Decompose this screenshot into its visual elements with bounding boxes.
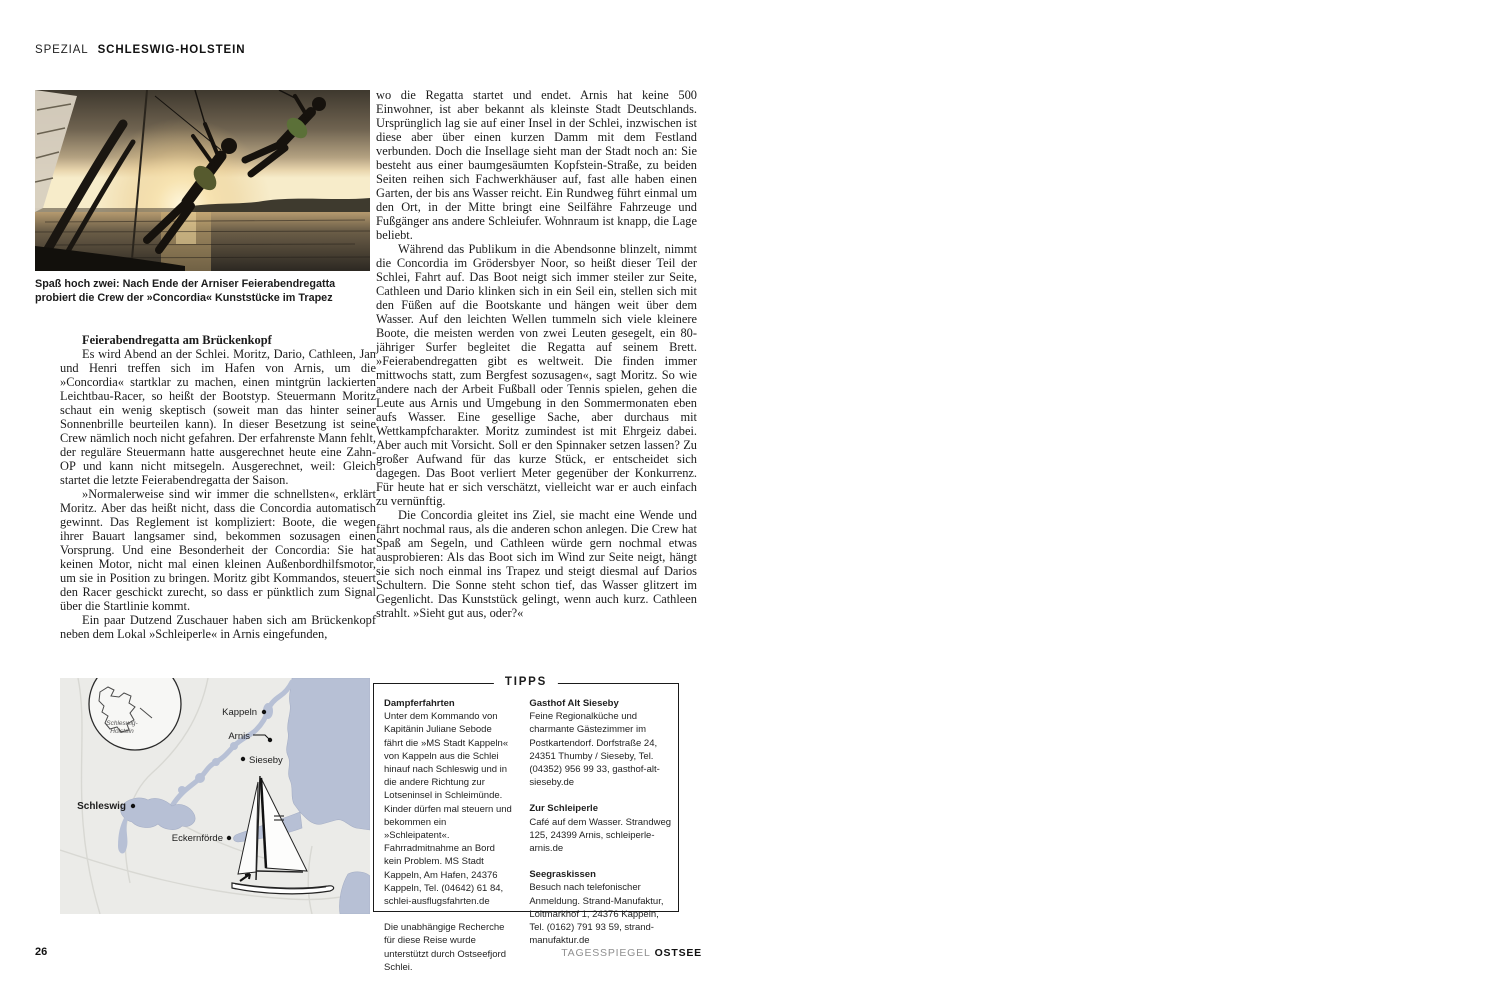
article-paragraph: Die Concordia gleitet ins Ziel, sie macht eine Wende und fährt nochmal raus, als die anderen schon anlegen. Die Crew hat Spaß am Segeln, und Cathleen würde gern nochmal etwas ausprobieren: Als das Boot sich im Wind zur Seite neigt, hängt sie sich noch einmal ins Trapez und steigt diesmal auf Darios Schultern. Die Sonne steht schon tief, das Wasser glitzert im Gegenlicht. Das Kunststück gelingt, wenn auch kurz. Cathleen strahlt. »Sieht gut aus, oder?« — [376, 508, 697, 620]
tips-column-2 — [529, 697, 672, 987]
schlei-region-map — [60, 678, 370, 914]
map-dot-arnis — [268, 738, 272, 742]
magazine-name: TAGESSPIEGEL — [561, 947, 651, 959]
page-number: 26 — [35, 946, 48, 958]
tip-heading: Dampferfahrten — [384, 698, 455, 709]
map-dot-kappeln — [262, 710, 266, 714]
inset-label-line1: Schleswig- — [106, 720, 138, 727]
tips-title: TIPPS — [494, 676, 558, 688]
tip-heading: Seegraskissen — [529, 869, 596, 881]
tips-column-1 — [384, 697, 513, 987]
map-label-sieseby: Sieseby — [249, 755, 283, 766]
article-paragraph: Es wird Abend an der Schlei. Moritz, Dario, Cathleen, Jan und Henri treffen sich im Hafen von Arnis, um die »Concordia« startklar zu machen, einen mintgrün lackierten Leichtbau-Racer, so heißt der Bootstyp. Steuermann Moritz schaut ein wenig skeptisch (soweit man das hinter seiner Sonnenbrille beurteilen kann). In dieser Besetzung ist seine Crew nämlich noch nicht gefahren. Der erfahrenste Mann fehlt, der reguläre Steuermann hatte ausgerechnet heute eine Zahn-OP und kann nicht mitsegeln. Ausgerechnet, weil: Gleich startet die letzte Feierabendregatta der Saison. — [60, 347, 376, 487]
section-name: OSTSEE — [654, 947, 702, 959]
article-paragraph: Während das Publikum in die Abendsonne blinzelt, nimmt die Concordia im Grödersbyer Noor, so heißt dieser Teil der Schlei, Fahrt auf. Das Boot neigt sich immer steiler zur Seite, Cathleen und Dario klinken sich in ein Seil ein, stellen sich mit den Füßen auf die Bootskante und hängen weit über dem Wasser. Auf den leichten Wellen tummeln sich viele kleinere Boote, die meisten werden von zwei Leuten gesegelt, ein 80-jähriger Surfer begleitet die Regatta auf seinem Brett. »Feierabendregatten gibt es weltweit. Die finden immer mittwochs statt, zum Bergfest sozusagen«, sagt Moritz. So wie andere nach der Arbeit Fußball oder Tennis spielen, gehen die Leute aus Arnis und Umgebung in den Sommermonaten eben aufs Wasser. Eine gesellige Sache, aber durchaus mit Wettkampfcharakter. Moritz zumindest ist mit Ehrgeiz dabei. Aber auch mit Vorsicht. Soll er den Spinnaker setzen lassen? Zu großer Aufwand für das kurze Stück, er entscheidet sich dagegen. Das Boot verliert Meter gegenüber der Konkurrenz. Für heute hat er sich verschätzt, vielleicht war er auch einfach zu vernünftig. — [376, 242, 697, 508]
article-column-right — [376, 88, 697, 620]
page-header — [35, 44, 245, 56]
map-label-schleswig: Schleswig — [77, 801, 126, 812]
article-paragraph: wo die Regatta startet und endet. Arnis hat keine 500 Einwohner, ist aber bekannt als kleinste Stadt Deutschlands. Ursprünglich lag sie auf einer Insel in der Schlei, inzwischen ist diese aber über einen kurzen Damm mit dem Festland verbunden. Doch die Insellage sieht man der Stadt noch an: Sie besteht aus einer baumgesäumten Kopfstein-Straße, zu beiden Seiten reihen sich Fachwerkhäuser auf, fast alle haben einen Garten, der bis ans Wasser reicht. Ein Rundweg führt einmal um den Ort, in der Mitte bringt eine Seilfähre Fahrzeuge und Fußgänger ans andere Schleiufer. Wohnraum ist knapp, die Lage beliebt. — [376, 88, 697, 242]
tip-body: Unter dem Kommando von Kapitänin Juliane Sebode fährt die »MS Stadt Kappeln« von Kappeln aus die Schlei hinauf nach Schleswig und in die andere Richtung zur Lotseninsel in Schleimünde. Kinder dürfen mal steuern und bekommen ein »Schleipatent«. Fahrradmitnahme an Bord kein Problem. MS Stadt Kappeln, Am Hafen, 24376 Kappeln, Tel. (04642) 61 84, schlei-ausflugsfahrten.de — [384, 711, 512, 908]
map-label-kappeln: Kappeln — [222, 707, 257, 718]
article-paragraph: Ein paar Dutzend Zuschauer haben sich am Brückenkopf neben dem Lokal »Schleiperle« in Arnis eingefunden, — [60, 613, 376, 641]
header-kicker: SPEZIAL — [35, 44, 89, 56]
tip-body: Feine Regionalküche und charmante Gästezimmer im Postkartendorf. Dorfstraße 24, 24351 Thumby / Sieseby, Tel. (04352) 956 99 33, gasthof-alt-sieseby.de — [529, 711, 660, 789]
article-column-left — [60, 333, 376, 641]
inset-label-line2: Holstein — [110, 728, 134, 735]
footer-brand — [561, 947, 702, 959]
article-paragraph: »Normalerweise sind wir immer die schnellsten«, erklärt Moritz. Aber das heißt nicht, dass die Concordia automatisch gewinnt. Das Reglement ist kompliziert: Boote, die wegen ihrer Bauart langsamer sind, bekommen sozusagen einen Vorsprung. Und eine Besonderheit der Concordia: Sie hat keinen Motor, nicht mal einen kleinen Außenbordhilfsmotor, um sie in Position zu bringen. Moritz gibt Kommandos, steuert den Racer geschickt zurecht, so dass er pünktlich zum Signal über die Startlinie kommt. — [60, 487, 376, 613]
map-dot-eckernfoerde — [227, 836, 231, 840]
tip-heading: Gasthof Alt Sieseby — [529, 698, 619, 709]
map-label-eckernfoerde: Eckernförde — [171, 833, 223, 844]
article-heading: Feierabendregatta am Brückenkopf — [82, 333, 272, 347]
map-dot-schleswig — [131, 804, 135, 808]
tip-body: Besuch nach telefonischer Anmeldung. Strand-Manufaktur, Loitmarkhof 1, 24376 Kappeln, Tel. (0162) 791 93 59, strand-manufaktur.de — [529, 882, 664, 947]
photo-caption: Spaß hoch zwei: Nach Ende der Arniser Feierabendregatta probiert die Crew der »Concordia« Kunststücke im Trapez — [35, 278, 336, 304]
map-label-arnis: Arnis — [228, 731, 250, 742]
map-dot-sieseby — [241, 757, 245, 761]
tip-body: Café auf dem Wasser. Strandweg 125, 24399 Arnis, schleiperle-arnis.de — [529, 816, 672, 855]
header-title: SCHLESWIG-HOLSTEIN — [97, 44, 246, 56]
tip-heading: Zur Schleiperle — [529, 803, 598, 815]
tips-disclosure-note: Die unabhängige Recherche für diese Reise wurde unterstützt durch Ostseefjord Schlei. — [384, 922, 506, 973]
article-photo — [35, 90, 370, 271]
map-baltic-sea — [287, 678, 370, 830]
